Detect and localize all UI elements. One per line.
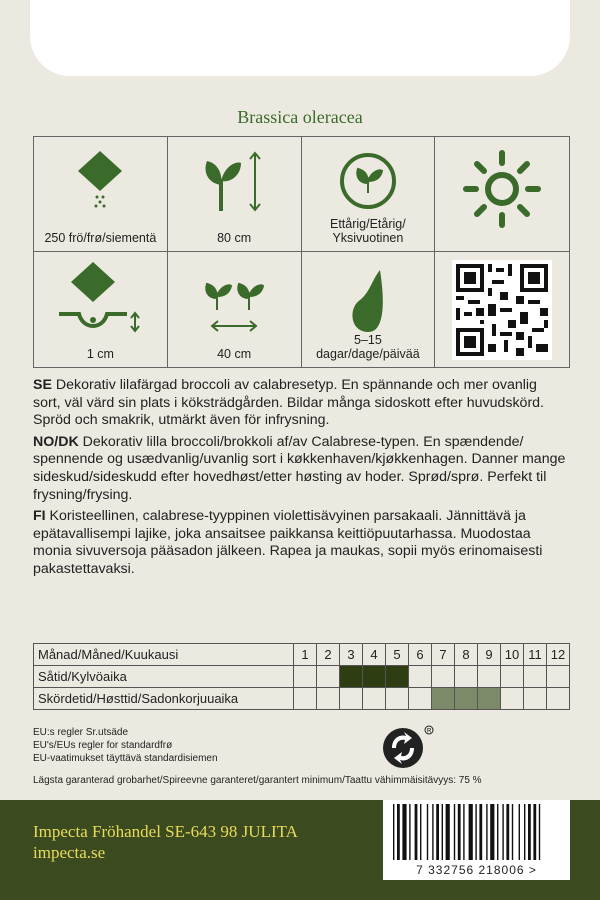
month-3: 3 [340,644,363,666]
desc-no [33,434,568,504]
spacing-label: 40 cm [217,347,252,361]
sowing-calendar [33,643,570,710]
harvest-row [34,688,570,710]
germination-label: 5–15 dagar/dage/päivää [316,333,420,361]
lifecycle-cell [302,137,436,252]
harvest-month-5 [386,688,409,710]
icon-grid [33,136,570,368]
sowing-month-5 [386,666,409,688]
plant-spacing-icon [199,270,269,340]
svg-text:R: R [427,728,432,735]
month-4: 4 [363,644,386,666]
harvest-month-10 [501,688,524,710]
harvest-month-12 [547,688,570,710]
reg-no: EU's/EUs regler for standardfrø [33,740,173,751]
company-website[interactable]: impecta.se [33,843,106,862]
seed-count-label: 250 frö/frø/siementä [44,231,157,245]
hang-tab-cutout [30,0,570,76]
qr-code-icon[interactable] [452,260,552,360]
sowing-month-1 [294,666,317,688]
month-11: 11 [524,644,547,666]
harvest-month-11 [524,688,547,710]
annual-cycle-icon [336,149,400,213]
seed-count-cell [34,137,168,252]
sowing-month-12 [547,666,570,688]
harvest-row-label: Skördetid/Høsttid/Sadonkorjuuaika [34,688,294,710]
month-12: 12 [547,644,570,666]
sowing-depth-cell [34,252,168,367]
green-dot-recycle-icon [382,724,434,770]
calendar-header-label: Månad/Måned/Kuukausi [34,644,294,666]
germination-cell [302,252,436,367]
lang-tag-fi: FI [33,508,46,525]
sowing-month-4 [363,666,386,688]
lifecycle-label: Ettårig/Etårig/ Yksivuotinen [330,217,406,245]
seed-packet-icon [70,149,130,209]
harvest-month-9 [478,688,501,710]
sowing-month-6 [409,666,432,688]
harvest-month-1 [294,688,317,710]
barcode-number: 7 332756 218006 > [416,863,537,877]
height-cell [168,137,302,252]
month-1: 1 [294,644,317,666]
desc-fi-text: Koristeellinen, calabrese-tyyppinen violettisävyinen parsakaali. Jännittävä ja epätavallisempi lajike, joka ansaitsee paikkansa keittiöpuutarhassa. Muodostaa monia sivuversoja pääsadon jälkeen. Rapea ja maukas, sopii myös erinomaisesti pakastettavaksi. [33,508,543,577]
desc-fi [33,508,568,578]
sowing-depth-label: 1 cm [86,347,114,361]
month-6: 6 [409,644,432,666]
month-2: 2 [317,644,340,666]
month-7: 7 [432,644,455,666]
sowing-depth-icon [55,258,145,338]
sowing-month-11 [524,666,547,688]
month-8: 8 [455,644,478,666]
reg-fi: EU-vaatimukset täyttävä standardisiemen [33,753,218,764]
lang-tag-no: NO/DK [33,433,79,450]
sowing-month-10 [501,666,524,688]
calendar-header-row [34,644,570,666]
sowing-row [34,666,570,688]
harvest-month-7 [432,688,455,710]
barcode [383,800,570,880]
desc-se-text: Dekorativ lilafärgad broccoli av calabresetyp. En spännande och mer ovanlig sort, väl värd sin plats i köksträdgården. Bildar många sidoskott efter huvudskörd. Spröd och smakrik, utmärkt även för infrysning. [33,377,544,429]
sowing-month-7 [432,666,455,688]
qr-cell [435,252,569,367]
sun-cell [435,137,569,252]
harvest-month-4 [363,688,386,710]
regulation-notes [33,726,218,765]
month-10: 10 [501,644,524,666]
month-9: 9 [478,644,501,666]
sowing-month-3 [340,666,363,688]
harvest-month-6 [409,688,432,710]
sowing-month-2 [317,666,340,688]
spacing-cell [168,252,302,367]
plant-height-icon [199,149,269,214]
company-address: Impecta Fröhandel SE-643 98 JULITA [33,822,298,841]
harvest-month-3 [340,688,363,710]
sowing-row-label: Såtid/Kylvöaika [34,666,294,688]
harvest-month-2 [317,688,340,710]
species-name: Brassica oleracea [237,107,363,127]
description [33,377,568,583]
height-label: 80 cm [217,231,252,245]
germinating-seed-icon [338,264,398,334]
desc-no-text: Dekorativ lilla broccoli/brokkoli af/av Calabrese-typen. En spændende/ spennende og usædvanlig/uvanlig sort i køkkenhaven/kjøkkenhagen. Danner mange sideskud/sideskudd efter hovedhøst/etter høsting av hoder. Sprød/sprø. Perfekt til frysning/frysing. [33,433,566,503]
lang-tag-se: SE [33,377,52,393]
desc-se [33,377,568,430]
month-5: 5 [386,644,409,666]
germination-guarantee: Lägsta garanterad grobarhet/Spireevne garanteret/garantert minimum/Taattu vähimmäisitävyys: 75 % [33,775,482,786]
sowing-month-8 [455,666,478,688]
reg-se: EU:s regler Sr.utsäde [33,727,129,738]
harvest-month-8 [455,688,478,710]
sun-icon [462,149,542,229]
sowing-month-9 [478,666,501,688]
barcode-bars [383,800,570,862]
